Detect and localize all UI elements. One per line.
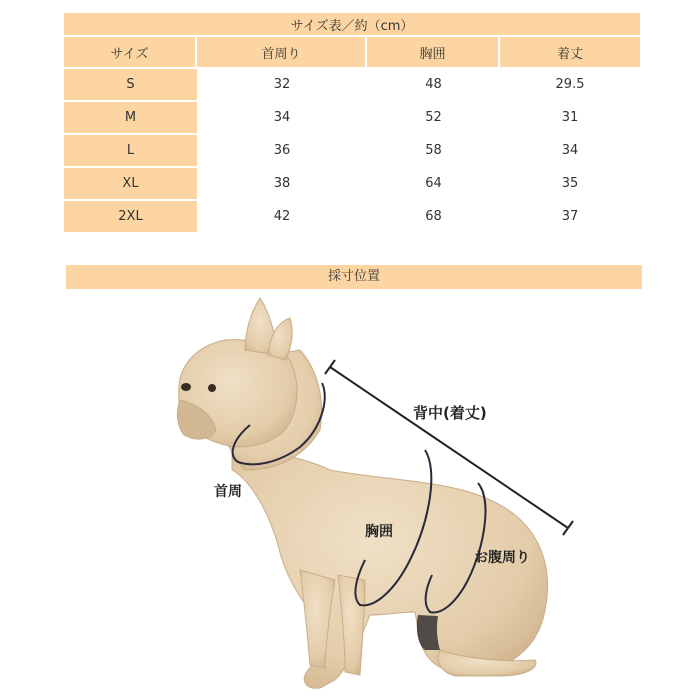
neck-label: 首周 bbox=[214, 484, 242, 500]
length-value: 31 bbox=[500, 102, 640, 133]
table-row bbox=[64, 69, 640, 100]
table-row bbox=[64, 168, 640, 199]
chest-value: 52 bbox=[367, 102, 500, 133]
dog-measurement-illustration bbox=[0, 290, 700, 700]
header-neck: 首周り bbox=[197, 37, 367, 67]
neck-value: 34 bbox=[197, 102, 367, 133]
chest-label: 胸囲 bbox=[365, 524, 393, 540]
header-chest: 胸囲 bbox=[367, 37, 500, 67]
table-row bbox=[64, 135, 640, 166]
size-table-header-row bbox=[64, 37, 640, 67]
neck-value: 32 bbox=[197, 69, 367, 100]
hind-leg-shadow bbox=[417, 615, 440, 650]
length-value: 29.5 bbox=[500, 69, 640, 100]
size-label: S bbox=[64, 69, 197, 100]
table-row bbox=[64, 102, 640, 133]
size-label: 2XL bbox=[64, 201, 197, 232]
neck-value: 36 bbox=[197, 135, 367, 166]
size-label: M bbox=[64, 102, 197, 133]
table-row bbox=[64, 201, 640, 232]
length-value: 35 bbox=[500, 168, 640, 199]
neck-value: 38 bbox=[197, 168, 367, 199]
size-table bbox=[64, 11, 640, 234]
chest-value: 48 bbox=[367, 69, 500, 100]
size-label: L bbox=[64, 135, 197, 166]
chest-value: 68 bbox=[367, 201, 500, 232]
header-length: 着丈 bbox=[500, 37, 640, 67]
back-length-label: 背中(着丈) bbox=[413, 404, 487, 422]
size-table-title: サイズ表／約（cm） bbox=[64, 13, 640, 35]
belly-label: お腹周り bbox=[474, 550, 530, 566]
size-label: XL bbox=[64, 168, 197, 199]
length-value: 37 bbox=[500, 201, 640, 232]
length-value: 34 bbox=[500, 135, 640, 166]
chest-value: 58 bbox=[367, 135, 500, 166]
neck-value: 42 bbox=[197, 201, 367, 232]
measurement-title: 採寸位置 bbox=[66, 265, 642, 289]
header-size: サイズ bbox=[64, 37, 197, 67]
size-table-title-row bbox=[64, 13, 640, 35]
chest-value: 64 bbox=[367, 168, 500, 199]
